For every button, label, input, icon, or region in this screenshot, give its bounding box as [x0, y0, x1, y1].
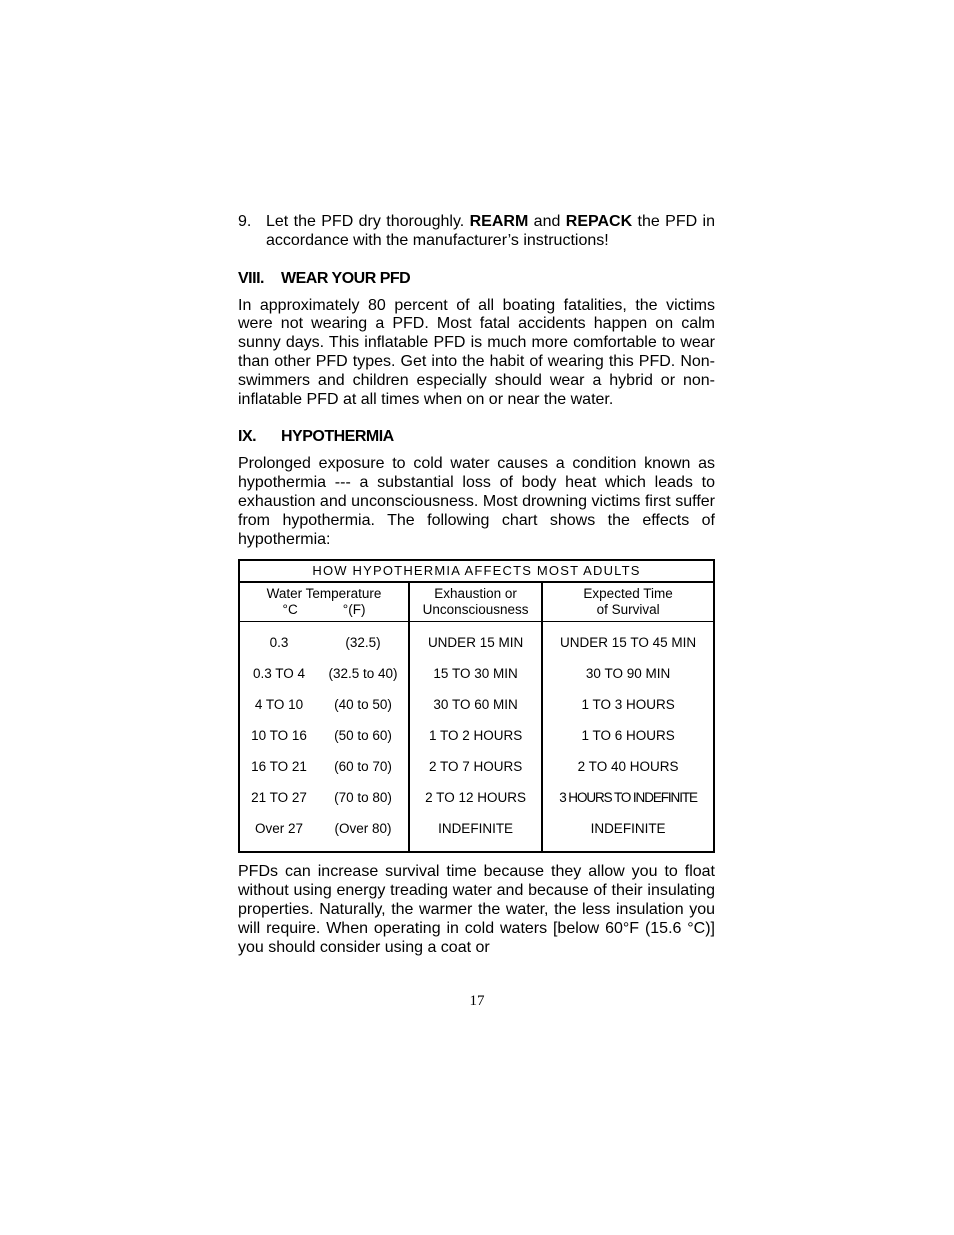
table-row [239, 690, 714, 721]
exhaustion-cell: 2 TO 12 HOURS [409, 783, 542, 814]
header-water-temperature [239, 582, 409, 622]
table-header-row [239, 582, 714, 622]
temp-fahrenheit: (32.5) [345, 635, 381, 651]
hypothermia-table [238, 559, 715, 853]
table-row [239, 622, 714, 660]
section-heading-hypothermia [238, 427, 715, 447]
temp-fahrenheit: (40 to 50) [334, 697, 392, 713]
temp-celsius: 21 TO 27 [251, 790, 307, 806]
temp-celsius: 10 TO 16 [251, 728, 307, 744]
table-row [239, 721, 714, 752]
page-number: 17 [469, 993, 485, 1009]
temperature-cell [239, 690, 409, 721]
temp-celsius: Over 27 [254, 821, 304, 837]
temp-celsius: 16 TO 21 [251, 759, 307, 775]
table-title: HOW HYPOTHERMIA AFFECTS MOST ADULTS [239, 560, 714, 582]
exhaustion-cell: 2 TO 7 HOURS [409, 752, 542, 783]
unit-fahrenheit: °(F) [342, 602, 366, 618]
header-survival-line1: Expected Time [583, 586, 673, 602]
header-exhaustion-line2: Unconsciousness [422, 602, 529, 618]
step-text [266, 213, 715, 251]
temp-fahrenheit: (Over 80) [334, 821, 392, 837]
table-row [239, 814, 714, 852]
table-title-row [239, 560, 714, 582]
exhaustion-cell: 15 TO 30 MIN [409, 659, 542, 690]
survival-cell: 1 TO 6 HOURS [581, 728, 675, 744]
header-water-temperature-label: Water Temperature [266, 586, 382, 602]
page-content [238, 213, 715, 957]
section-title: HYPOTHERMIA [281, 428, 394, 446]
section-number: IX. [238, 428, 257, 446]
step-text-post: the PFD in accordance with the manufacturer’s instructions! [266, 213, 715, 249]
temp-celsius: 0.3 TO 4 [252, 666, 306, 682]
temperature-cell [239, 783, 409, 814]
survival-cell: 30 TO 90 MIN [585, 666, 671, 682]
temp-fahrenheit: (70 to 80) [334, 790, 392, 806]
closing-paragraph: PFDs can increase survival time because they allow you to float without using energy treading water and because of their insulating properties. Naturally, the warmer the water, the less insulation you will require. When operating in cold waters [below 60°F (15.6 °C)] you should consider using a coat or [238, 863, 715, 956]
step-9 [238, 213, 715, 251]
survival-cell: INDEFINITE [590, 821, 666, 837]
temp-celsius: 4 TO 10 [254, 697, 304, 713]
temp-celsius: 0.3 [269, 635, 289, 651]
section-number: VIII. [238, 269, 264, 287]
hypothermia-paragraph: Prolonged exposure to cold water causes a condition known as hypothermia --- a substantial loss of body heat which leads to exhaustion and unconsciousness. Most drowning victims first suffer from hypothermia. The following chart shows the effects of hypothermia: [238, 455, 715, 548]
temperature-cell [239, 814, 409, 852]
exhaustion-cell: INDEFINITE [409, 814, 542, 852]
table-row [239, 659, 714, 690]
step-text-pre: Let the PFD dry thoroughly. [266, 213, 470, 230]
rearm-emphasis: REARM [469, 213, 529, 230]
exhaustion-cell: 30 TO 60 MIN [409, 690, 542, 721]
table-row [239, 752, 714, 783]
header-exhaustion [409, 582, 542, 622]
step-text-mid: and [528, 213, 566, 230]
survival-cell: 2 TO 40 HOURS [577, 759, 679, 775]
survival-cell: 3 HOURS TO INDEFINITE [559, 790, 697, 806]
temperature-cell [239, 622, 409, 660]
repack-emphasis: REPACK [565, 213, 633, 230]
header-survival-line2: of Survival [596, 602, 660, 618]
header-survival [542, 582, 714, 622]
wear-your-pfd-paragraph: In approximately 80 percent of all boating fatalities, the victims were not wearing a PFD. Most fatal accidents happen on calm sunny days. This inflatable PFD is much more comfortable to wear than other PFD types. Get into the habit of wearing this PFD. Non-swimmers and children especially should wear a hybrid or non-inflatable PFD at all times when on or near the water. [238, 296, 715, 408]
temperature-cell [239, 721, 409, 752]
header-units [240, 602, 408, 618]
temp-fahrenheit: (60 to 70) [334, 759, 392, 775]
table-row [239, 783, 714, 814]
temperature-cell [239, 752, 409, 783]
header-exhaustion-line1: Exhaustion or [434, 586, 517, 602]
survival-cell: UNDER 15 TO 45 MIN [560, 635, 697, 651]
temp-fahrenheit: (50 to 60) [334, 728, 392, 744]
section-title: WEAR YOUR PFD [281, 269, 411, 287]
temp-fahrenheit: (32.5 to 40) [328, 666, 398, 682]
temperature-cell [239, 659, 409, 690]
exhaustion-cell: 1 TO 2 HOURS [409, 721, 542, 752]
step-number: 9. [238, 213, 252, 230]
survival-cell: 1 TO 3 HOURS [581, 697, 675, 713]
unit-celsius: °C [282, 602, 298, 618]
section-heading-wear-your-pfd [238, 269, 715, 289]
exhaustion-cell: UNDER 15 MIN [409, 622, 542, 660]
